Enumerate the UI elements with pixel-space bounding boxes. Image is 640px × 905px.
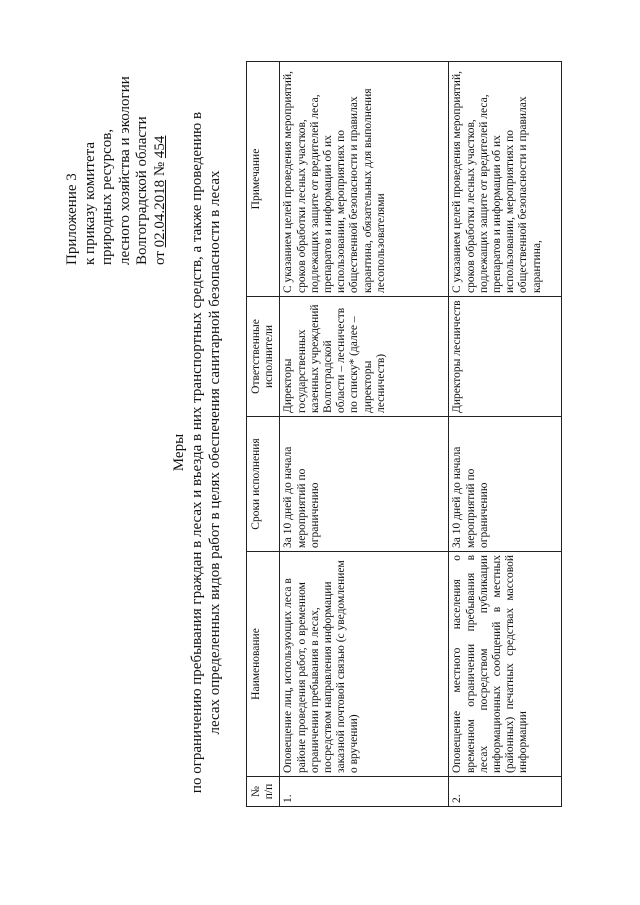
row-name: Оповещение лиц, использующих леса в районе проведения работ, о временном ограничении пребывания в лесах, посредством направления информации заказной почтовой связью (с уведомлением о вручении) — [280, 552, 449, 777]
header-resp: Ответственные исполнители — [247, 297, 280, 417]
row-term: За 10 дней до начала мероприятий по ограничению — [449, 417, 562, 552]
header-term: Сроки исполнения — [247, 417, 280, 552]
row-term: За 10 дней до начала мероприятий по ограничению — [280, 417, 449, 552]
row-num: 1. — [280, 777, 449, 807]
approval-date-line — [152, 45, 170, 265]
approval-number: 454 — [151, 135, 168, 159]
row-resp: Директоры государственных казенных учреждений Волгоградской области – лесничеств по списку* (далее – директоры лесничеств) — [280, 297, 449, 417]
row-note-text: С указанием целей проведения мероприятий, сроков обработки лесных участков, подлежащих защите от вредителей леса, препаратов и информации об их использовании, мероприятиях по общественной безопасности и правилах карантина, — [451, 71, 543, 293]
title-heading: Меры — [171, 433, 187, 472]
header-name: Наименование — [247, 552, 280, 777]
approval-number-sign: № — [151, 158, 168, 180]
table-row — [280, 62, 449, 807]
row-num: 2. — [449, 777, 562, 807]
title-line-1: по ограничению пребывания граждан в лесах и въезда в них транспортных средств, а также проведению в — [189, 111, 205, 794]
approval-line: Волгоградской области — [134, 116, 150, 265]
row-note — [449, 62, 562, 297]
table-header-row — [247, 62, 280, 807]
row-note — [280, 62, 449, 297]
row-name: Оповещение местного населения о временном ограничении пребывания в лесах посредством публикации информационных сообщений в местных (районных) печатных средствах массовой информации — [449, 552, 562, 777]
document-title — [170, 0, 224, 905]
header-num: № п/п — [247, 777, 280, 807]
approval-date: 02.04.2018 — [151, 179, 168, 248]
header-note: Примечание — [247, 62, 280, 297]
measures-table — [246, 61, 562, 807]
approval-line: к приказу комитета — [81, 141, 98, 265]
approval-date-prefix: от — [151, 247, 168, 265]
row-resp: Директоры лесничеств — [449, 297, 562, 417]
approval-block — [64, 45, 169, 265]
approval-line: Приложение 3 — [64, 173, 80, 265]
approval-line: лесного хозяйства и экологии — [116, 76, 133, 265]
approval-line: природных ресурсов, — [99, 128, 115, 265]
row-note-text: С указанием целей проведения мероприятий, сроков обработки лесных участков, подлежащих защите от вредителей леса, препаратов и информации об их использовании, мероприятиях по общественной безопасности и правилах карантина, обязательных для выполнения лесопользователями — [282, 71, 387, 293]
table-row — [449, 62, 562, 807]
title-line-2: лесах определенных видов работ в целях обеспечения санитарной безопасности в лесах — [207, 170, 223, 735]
